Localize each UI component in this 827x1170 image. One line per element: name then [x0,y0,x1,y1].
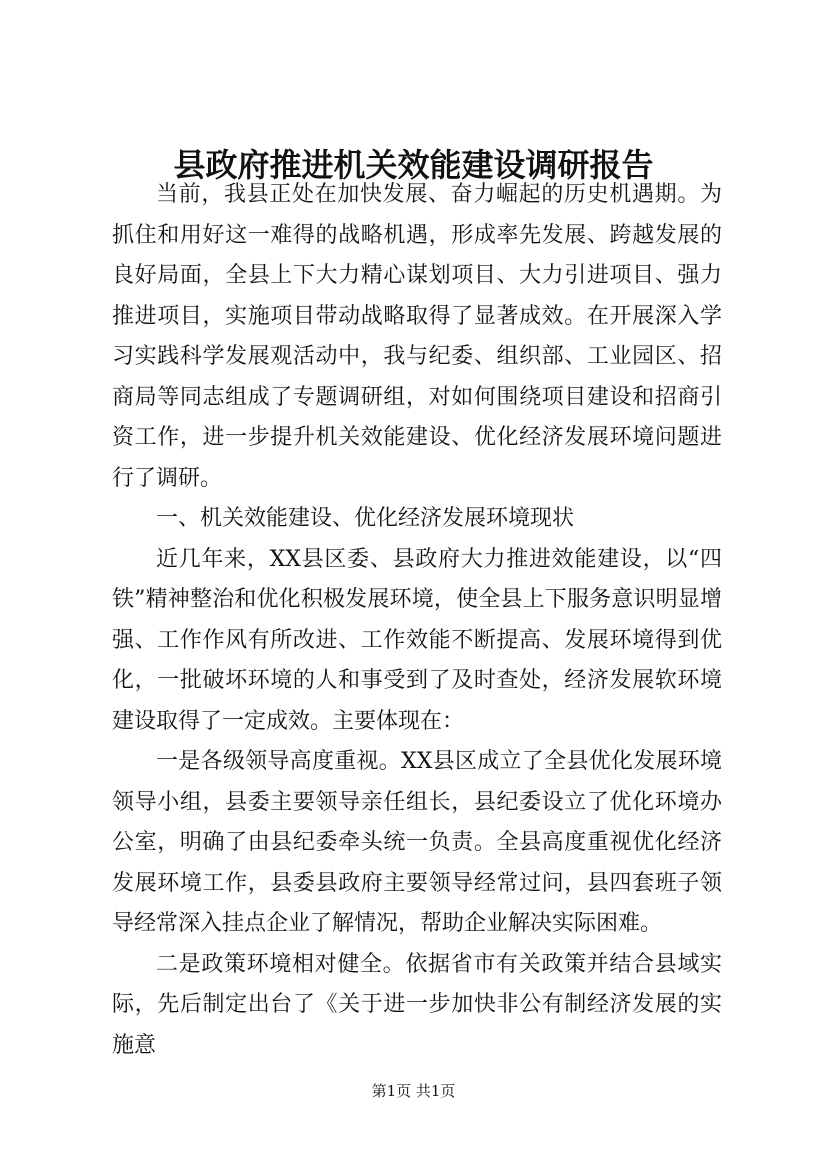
section-heading-1: 一、机关效能建设、优化经济发展环境现状 [156,506,575,531]
paragraph-current-status: 近几年来，XX县区委、县政府大力推进效能建设，以“四铁”精神整治和优化积极发展环境，使全县上下服务意识明显增强、工作作风有所改进、工作效能不断提高、发展环境得到优化，一批破坏环境的人和事受到了及时查处，经济发展软环境建设取得了一定成效。主要体现在： [112,546,722,734]
document-body [112,175,722,1066]
document-title: 县政府推进机关效能建设调研报告 [173,146,654,184]
page-footer: 第1页 共1页 [371,1082,456,1100]
paragraph-point-1: 一是各级领导高度重视。XX县区成立了全县优化发展环境领导小组，县委主要领导亲任组长，县纪委设立了优化环境办公室，明确了由县纪委牵头统一负责。全县高度重视优化经济发展环境工作，县委县政府主要领导经常过问，县四套班子领导经常深入挂点企业了解情况，帮助企业解决实际困难。 [112,749,722,936]
paragraph-point-2: 二是政策环境相对健全。依据省市有关政策并结合县域实际，先后制定出台了《关于进一步加快非公有制经济发展的实施意 [112,951,722,1058]
paragraph-intro: 当前，我县正处在加快发展、奋力崛起的历史机遇期。为抓住和用好这一难得的战略机遇，形成率先发展、跨越发展的良好局面，全县上下大力精心谋划项目、大力引进项目、强力推进项目，实施项目带动战略取得了显著成效。在开展深入学习实践科学发展观活动中，我与纪委、组织部、工业园区、招商局等同志组成了专题调研组，对如何围绕项目建设和招商引资工作，进一步提升机关效能建设、优化经济发展环境问题进行了调研。 [112,182,722,491]
